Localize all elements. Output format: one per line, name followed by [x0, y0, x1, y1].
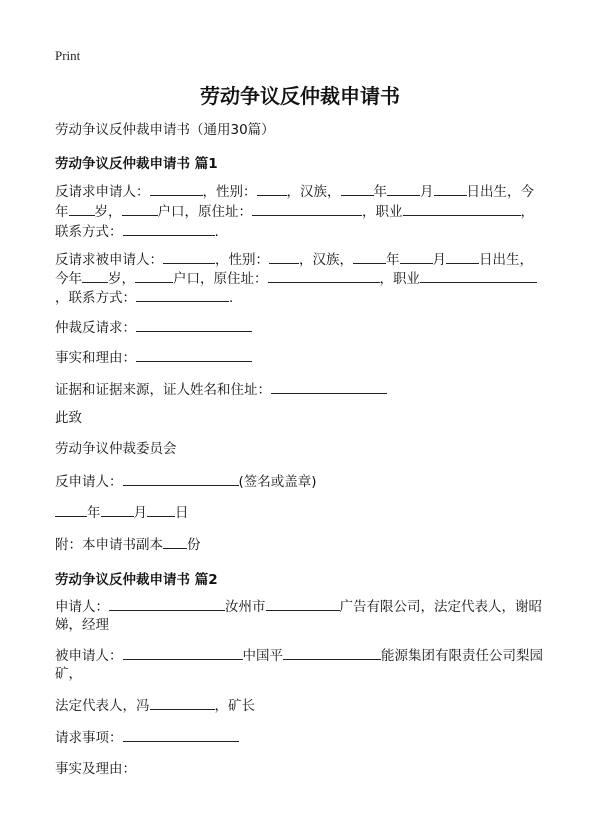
blank-field: [122, 202, 158, 216]
blank-field: [136, 318, 252, 332]
s1-respondent-line1: 反请求被申请人： ，性别： ，汉族， 年 月 日出生，: [55, 252, 533, 268]
blank-field: [109, 597, 225, 611]
s1-applicant-line1: 反请求申请人： ，性别： ，汉族， 年 月 日出生，今: [55, 184, 534, 200]
blank-field: [420, 269, 537, 283]
s1-date: 年 月 日: [55, 503, 189, 522]
s1-evidence: 证据和证据来源，证人姓名和住址：: [55, 380, 387, 399]
blank-field: [123, 728, 239, 742]
blank-field: [446, 250, 479, 264]
blank-field: [163, 250, 215, 264]
blank-field: [403, 202, 521, 216]
blank-field: [101, 503, 134, 517]
blank-field: [136, 288, 229, 302]
s1-committee: 劳动争议仲裁委员会: [55, 441, 177, 457]
s1-facts: 事实和理由：: [55, 348, 252, 367]
blank-field: [257, 182, 287, 196]
s1-respondent-line2: 今年 岁， 户口，原住址： ，职业: [55, 269, 537, 288]
blank-field: [123, 646, 243, 660]
s2-respondent-line1: 被申请人： 中国平 能源集团有限责任公司梨园: [55, 648, 543, 664]
s2-facts: 事实及理由：: [55, 761, 136, 777]
document-title: 劳动争议反仲裁申请书: [200, 84, 400, 108]
s1-signature: 反申请人： (签名或盖章): [55, 474, 317, 490]
blank-field: [252, 202, 362, 216]
section2-heading: 劳动争议反仲裁申请书 篇2: [55, 572, 218, 588]
blank-field: [69, 202, 95, 216]
blank-field: [150, 182, 203, 196]
blank-field: [268, 269, 380, 283]
blank-field: [266, 597, 340, 611]
s1-applicant-line3: 联系方式： .: [55, 224, 219, 240]
s1-applicant-line2: 年 岁， 户口，原住址： ，职业 ，: [55, 204, 534, 220]
blank-field: [283, 646, 381, 660]
s1-salutation: 此致: [55, 410, 82, 426]
blank-field: [271, 380, 387, 394]
blank-field: [434, 182, 467, 196]
section1-heading: 劳动争议反仲裁申请书 篇1: [55, 156, 218, 172]
s2-items: 请求事项：: [55, 728, 239, 747]
blank-field: [400, 250, 433, 264]
s2-applicant-line2: 娣，经理: [55, 617, 109, 633]
blank-field: [136, 348, 252, 362]
blank-field: [163, 535, 187, 549]
s1-copies: 附：本申请书副本 份: [55, 537, 201, 553]
blank-field: [387, 182, 420, 196]
print-link[interactable]: Print: [55, 48, 81, 63]
s1-claims: 仲裁反请求：: [55, 318, 252, 337]
blank-field: [353, 250, 386, 264]
s2-applicant-line1: 申请人： 汝州市 广告有限公司，法定代表人，谢昭: [55, 599, 542, 615]
blank-field: [341, 182, 374, 196]
blank-field: [82, 269, 108, 283]
blank-field: [150, 696, 215, 710]
blank-field: [147, 503, 175, 517]
document-subtitle: 劳动争议反仲裁申请书（通用30篇）: [55, 122, 275, 138]
blank-field: [123, 222, 215, 236]
s1-respondent-line3: ，联系方式： .: [55, 290, 234, 306]
blank-field: [55, 503, 87, 517]
blank-field: [135, 269, 173, 283]
s2-legal-rep: 法定代表人，冯 ，矿长: [55, 698, 255, 714]
s2-respondent-line2: 矿，: [55, 666, 82, 682]
blank-field: [269, 250, 299, 264]
blank-field: [123, 472, 239, 486]
